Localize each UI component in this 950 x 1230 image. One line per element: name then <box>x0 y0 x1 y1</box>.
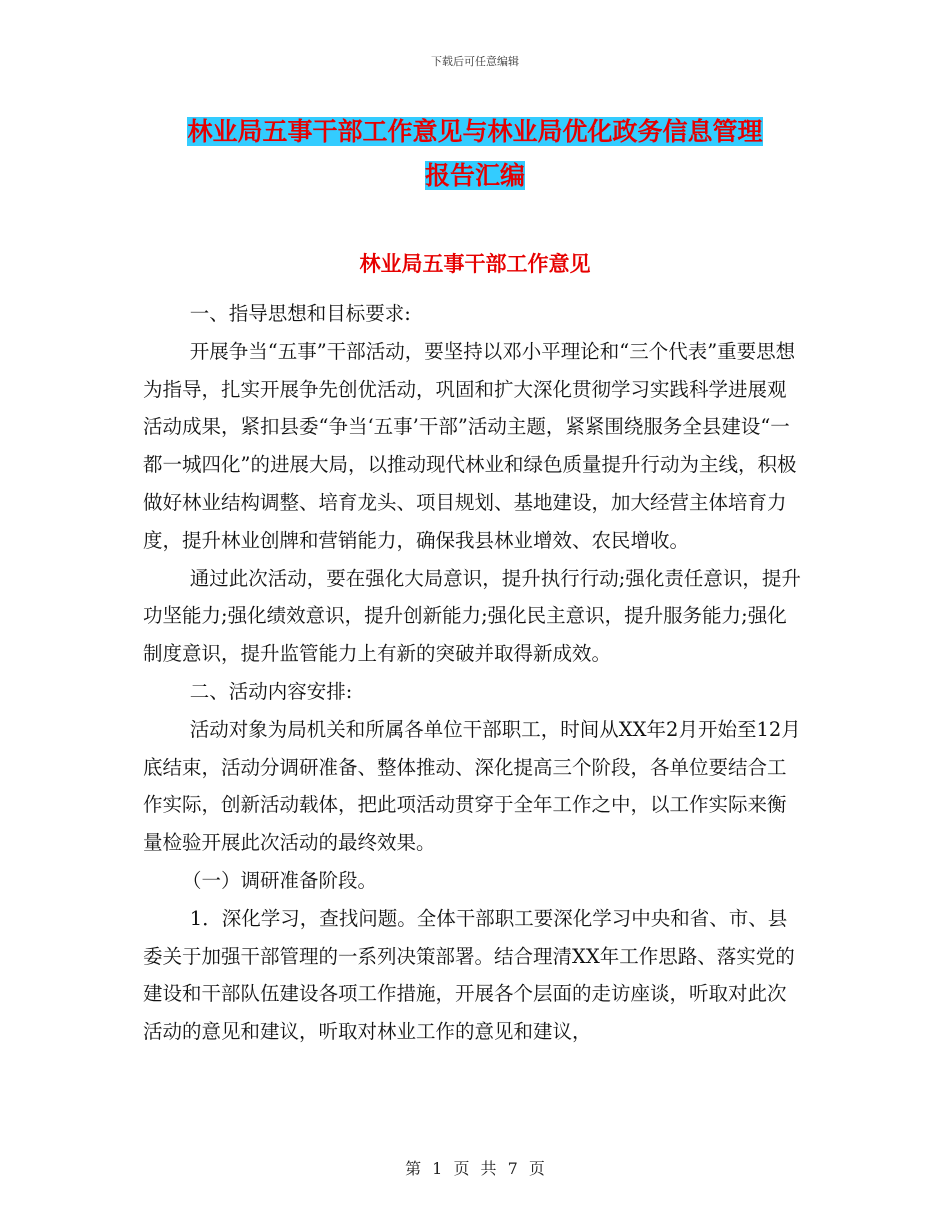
paragraph: 通过此次活动，要在强化大局意识，提升执行行动;强化责任意识，提升功坚能力;强化绩效意识，提升创新能力;强化民主意识，提升服务能力;强化制度意识，提升监管能力上有新的突破并取得新成效。 <box>143 566 801 666</box>
paragraph: 活动对象为局机关和所属各单位干部职工，时间从XX年2月开始至12月底结束，活动分调研准备、整体推动、深化提高三个阶段，各单位要结合工作实际，创新活动载体，把此项活动贯穿于全年工作之中，以工作实际来衡量检验开展此次活动的最终效果。 <box>143 717 801 855</box>
document-body <box>143 295 803 1051</box>
heading-activity-arrangement: 二、活动内容安排: <box>189 679 353 703</box>
document-title-line-2: 报告汇编 <box>424 161 525 190</box>
heading-guiding-ideology: 一、指导思想和目标要求: <box>189 302 411 325</box>
page-number-footer: 第 1 页 共 7 页 <box>405 1159 545 1178</box>
header-note: 下载后可任意编辑 <box>431 55 519 68</box>
paragraph: 开展争当“五事”干部活动，要坚持以邓小平理论和“三个代表”重要思想为指导，扎实开展争先创优活动，巩固和扩大深化贯彻学习实践科学进展观活动成果，紧扣县委“争当‘五事’干部”活动主题，紧紧围绕服务全县建设“一都一城四化”的进展大局，以推动现代林业和绿色质量提升行动为主线，积极做好林业结构调整、培育龙头、项目规划、基地建设，加大经营主体培育力度，提升林业创牌和营销能力，确保我县林业增效、农民增收。 <box>143 339 797 552</box>
section-title: 林业局五事干部工作意见 <box>359 251 591 276</box>
document-title-line-1: 林业局五事干部工作意见与林业局优化政务信息管理 <box>187 117 763 146</box>
subheading-research-stage: （一）调研准备阶段。 <box>182 868 378 892</box>
document-title <box>150 110 800 198</box>
paragraph: 1．深化学习，查找问题。全体干部职工要深化学习中央和省、市、县委关于加强干部管理的一系列决策部署。结合理清XX年工作思路、落实党的建设和干部队伍建设各项工作措施，开展各个层面的走访座谈，听取对此次活动的意见和建议，听取对林业工作的意见和建议， <box>143 906 795 1044</box>
